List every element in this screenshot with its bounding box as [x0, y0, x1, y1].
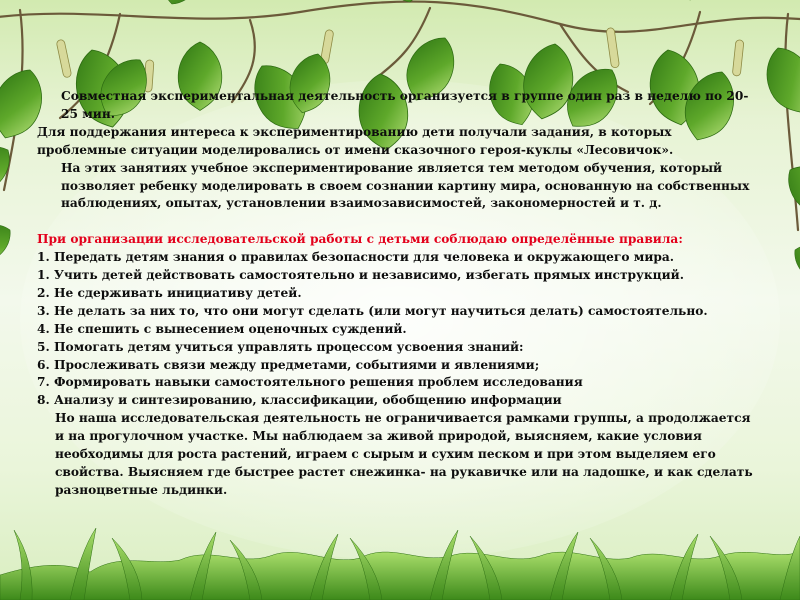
- intro-paragraph-1: Совместная экспериментальная деятельность организуется в группе один раз в неделю по 20-25 мин.: [61, 89, 749, 121]
- rule-item: 4. Не спешить с вынесением оценочных суждений.: [37, 321, 407, 336]
- intro-paragraph-3: На этих занятиях учебное экспериментирование является тем методом обучения, который позволяет ребенку моделировать в своем сознании картину мира, основанную на собственных наблюдениях, опытах, установлении взаимозависимостей, закономерностей и т. д.: [61, 160, 750, 211]
- rule-item: 6. Прослеживать связи между предметами, событиями и явлениями;: [37, 357, 540, 372]
- rule-item: 3. Не делать за них то, что они могут сделать (или могут научиться делать) самостоятельно.: [37, 303, 708, 318]
- spacer: [37, 213, 762, 231]
- rules-heading: При организации исследовательской работы с детьми соблюдаю определённые правила:: [37, 232, 683, 247]
- slide-text: [37, 88, 762, 500]
- rule-item: 7. Формировать навыки самостоятельного решения проблем исследования: [37, 375, 583, 390]
- rule-item: 1. Передать детям знания о правилах безопасности для человека и окружающего мира.: [37, 250, 675, 265]
- closing-paragraph: Но наша исследовательская деятельность не ограничивается рамками группы, а продолжается и на прогулочном участке. Мы наблюдаем за живой природой, выясняем, какие условия необходимы для роста растений, играем с сырым и сухим песком и при этом выделяем его свойства. Выясняем где быстрее растет снежинка- на рукавичке или на ладошке, и как сделать разноцветные льдинки.: [55, 411, 753, 497]
- intro-paragraph-2: Для поддержания интереса к экспериментированию дети получали задания, в которых проблемные ситуации моделировались от имени сказочного героя-куклы «Лесовичок».: [37, 124, 674, 157]
- rule-item: 8. Анализу и синтезированию, классификации, обобщению информации: [37, 393, 562, 408]
- rule-item: 5. Помогать детям учиться управлять процессом усвоения знаний:: [37, 339, 524, 354]
- rule-item: 1. Учить детей действовать самостоятельно и независимо, избегать прямых инструкций.: [37, 268, 684, 283]
- rule-item: 2. Не сдерживать инициативу детей.: [37, 285, 302, 300]
